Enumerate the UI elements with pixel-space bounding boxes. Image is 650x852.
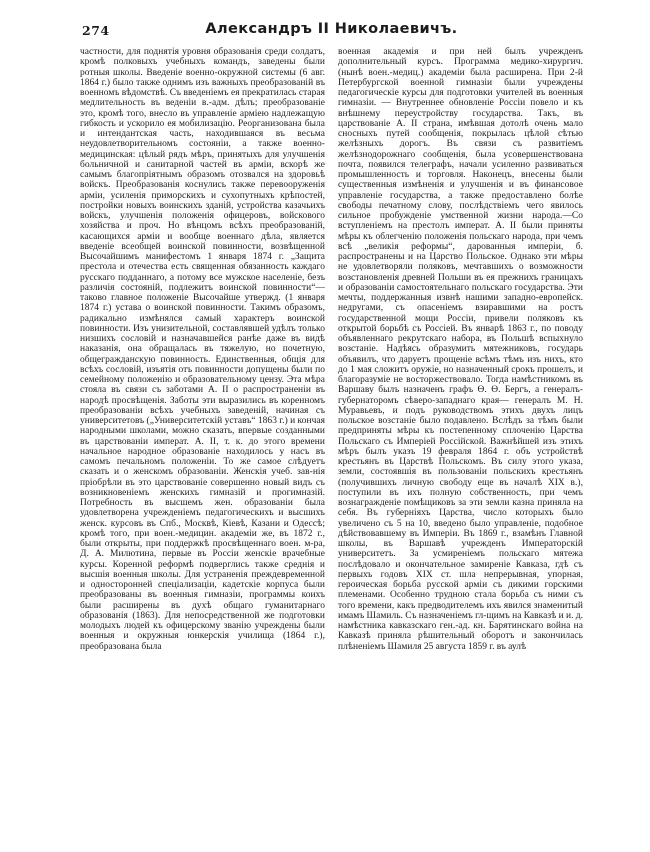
text-columns [80,47,583,652]
page-number: 274 [82,23,110,38]
left-text-column: частности, для поднятія уровня образованія среди солдатъ, кромѣ полковыхъ учебныхъ командъ, заведены были ротныя школы. Введеніе военно-окружной системы (6 авг. 1864 г.) было также однимъ изъ важныхъ преобразованій въ военномъ вѣдомствѣ. Съ введеніемъ ея прекратилась старая медлительность въ веденіи в.-адм. дѣлъ; преобразованіе это, кромѣ того, внесло въ управленіе арміею надлежащую гибкость и ускорило ея мобилизацію. Реорганизована была и интендантская часть, находившаяся въ весьма неудовлетворительномъ состояніи, а также военно-медицинская: цѣлый рядъ мѣръ, принятыхъ для улучшенія больничной и санитарной частей въ арміи, вскорѣ же самымъ благопріятнымъ образомъ отозвался на здоровьѣ войскъ. Преобразованія коснулись также перевооруженія арміи, усиленія приморскихъ и сухопутныхъ крѣпостей, постройки новыхъ воинскихъ зданій, устройства казачьихъ войскъ, улучшенія положенія офицеровъ, войскового хозяйства и проч. Но вѣнцомъ всѣхъ преобразованій, касающихся арміи и вообще военнаго дѣла, является введеніе всеобщей воинской повинности, возвѣщенной Высочайшимъ манифестомъ 1 января 1874 г. „Защита престола и отечества есть священная обязанность каждаго русскаго подданнаго, а потому все мужское населеніе, безъ различія состояній, подлежитъ воинской повинности“— таково главное положеніе Высочайше утвержд. (1 января 1874 г.) устава о воинской повинности. Такимъ образомъ, радикально измѣнялся самый характеръ воинской повинности. Изъ унизительной, составлявшей удѣлъ только низшихъ сословій и назначавшейся ранѣе даже въ видѣ наказанія, она обращалась въ тяжелую, но почетную, общегражданскую повинность. Единственныя, общія для всѣхъ сословій, изъятія отъ повинности допущены были по семейному положенію и образовательному цензу. Эта мѣра стояла въ связи съ заботами А. II о распространеніи въ народѣ просвѣщенія. Заботы эти выразились въ коренномъ преобразованіи всѣхъ учебныхъ заведеній, начиная съ университетовъ („Университетскій уставъ“ 1863 г.) и кончая народными школами, можно сказать, впервые созданными въ царствованіи императ. А. II, т. к. до этого времени начальное народное образованіе находилось у насъ въ самомъ печальномъ положеніи. То же самое слѣдуетъ сказать и о женскомъ образованіи. Женскія учеб. зав-нія пріобрѣли въ это царствованіе совершенно новый видъ съ возникновеніемъ женскихъ гимназій и прогимназій. Потребность въ высшемъ жен. образованіи была удовлетворена учрежденіемъ педагогическихъ и высшихъ женск. курсовъ въ Спб., Москвѣ, Кіевѣ, Казани и Одессѣ; кромѣ того, при воен.-медицин. академіи же, въ 1872 г., были открыты, при поддержкѣ просвѣщеннаго воен. м-ра, Д. А. Милютина, первые въ Россіи женскіе врачебные курсы. Коренной реформѣ подверглись также среднія и высшія военныя школы. Для устраненія преждевременной и односторонней спеціализаціи, кадетскіе корпуса были преобразованы въ военныя гимназіи, программы коихъ были расширены въ духѣ общаго гуманитарнаго образованія (1863). Для непосредственной же подготовки молодыхъ людей къ офицерскому званію учреждены были военныя и окружныя юнкерскія училища (1864 г.), преобразована была [80,47,325,652]
page-content [80,20,583,652]
right-text-column: военная академія и при ней былъ учрежденъ дополнительный курсъ. Программа медико-хирургич. (нынѣ воен.-медиц.) академіи была расширена. При 2-й Петербургской военной гимназіи были учреждены педагогическіе курсы для подготовки учителей въ военныя гимназіи. — Внутреннее обновленіе Россіи повело и къ внѣшнему переустройству государства. Такъ, въ царствованіе А. II страна, имѣвшая дотолѣ очень мало сносныхъ путей сообщенія, покрылась цѣлой сѣтью желѣзныхъ дорогъ. Въ связи съ развитіемъ желѣзнодорожнаго сообщенія, была усовершенствована почта, появился телеграфъ, начали усиленно развиваться промышленность и торговля. Наконецъ, внесены были существенныя измѣненія и улучшенія и въ финансовое управленіе государства, а также предоставлено болѣе свободы печатному слову, послѣдствіемъ чего явилось сильное пробужденіе умственной жизни народа.—Со вступленіемъ на престолъ императ. А. II были приняты мѣры къ облегченію положенія польскаго народа, при чемъ всѣ „великія реформы“, дарованныя имперіи, б. распространены и на Царство Польское. Однако эти мѣры не удовлетворяли поляковъ, мечтавшихъ о возможности возстановленія древней Польши въ ея прежнихъ границахъ и образованіи самостоятельнаго польскаго государства. Эти мечты, поддержанныя извнѣ нашими западно-европейск. недругами, съ опасеніемъ взиравшими на ростъ государственной мощи Россіи, привели поляковъ къ открытой борьбѣ съ Россіей. Въ январѣ 1863 г., по поводу объявленнаго рекрутскаго набора, въ Польшѣ вспыхнуло возстаніе. Надѣясь образумить мятежниковъ, государь объявилъ, что даруетъ прощеніе всѣмъ тѣмъ изъ нихъ, кто до 1 мая сложитъ оружіе, но назначенный срокъ прошелъ, и благоразуміе не восторжествовало. Тогда намѣстникомъ въ Варшаву былъ назначенъ графъ Ѳ. Ѳ. Бергъ, а генералъ-губернаторомъ сѣверо-западнаго края— генералъ М. Н. Муравьевъ, и подъ руководствомъ этихъ двухъ лицъ польское возстаніе было подавлено. Вслѣдъ за тѣмъ были предприняты мѣры къ постепенному сплоченію Царства Польскаго съ Имперіей Россійской. Важнѣйшей изъ этихъ мѣръ былъ указъ 19 февраля 1864 г. объ устройствѣ крестьянъ въ Царствѣ Польскомъ. Въ силу этого указа, земли, состоявшія въ пользованіи польскихъ крестьянъ (получившихъ личную свободу еще въ началѣ XIX в.), поступили въ ихъ полную собственность, при чемъ вознагражденіе помѣщиковъ за эти земли казна приняла на себя. Въ губерніяхъ Царства, число которыхъ было увеличено съ 5 на 10, введено было управленіе, подобное дѣйствовавшему въ Имперіи. Въ 1869 г., взамѣнъ Главной школы, въ Варшавѣ учрежденъ Императорскій университетъ. За усмиреніемъ польскаго мятежа послѣдовало и окончательное замиреніе Кавказа, гдѣ съ первыхъ годовъ XIX ст. шла непрерывная, упорная, героическая борьба русской арміи съ дикими горскими племенами. Особенно трудною стала борьба съ ними съ того времени, какъ предводителемъ ихъ явился знаменитый имамъ Шамиль. Съ назначеніемъ гл-щимъ на Кавказѣ и и. д. намѣстника кавказскаго ген.-ад. кн. Барятинскаго война на Кавказѣ приняла рѣшительный оборотъ и закончилась плѣненіемъ Шамиля 25 августа 1859 г. въ аулѣ [338,47,583,652]
page-title: Александръ II Николаевичъ. [205,21,458,37]
page-header [80,20,583,46]
